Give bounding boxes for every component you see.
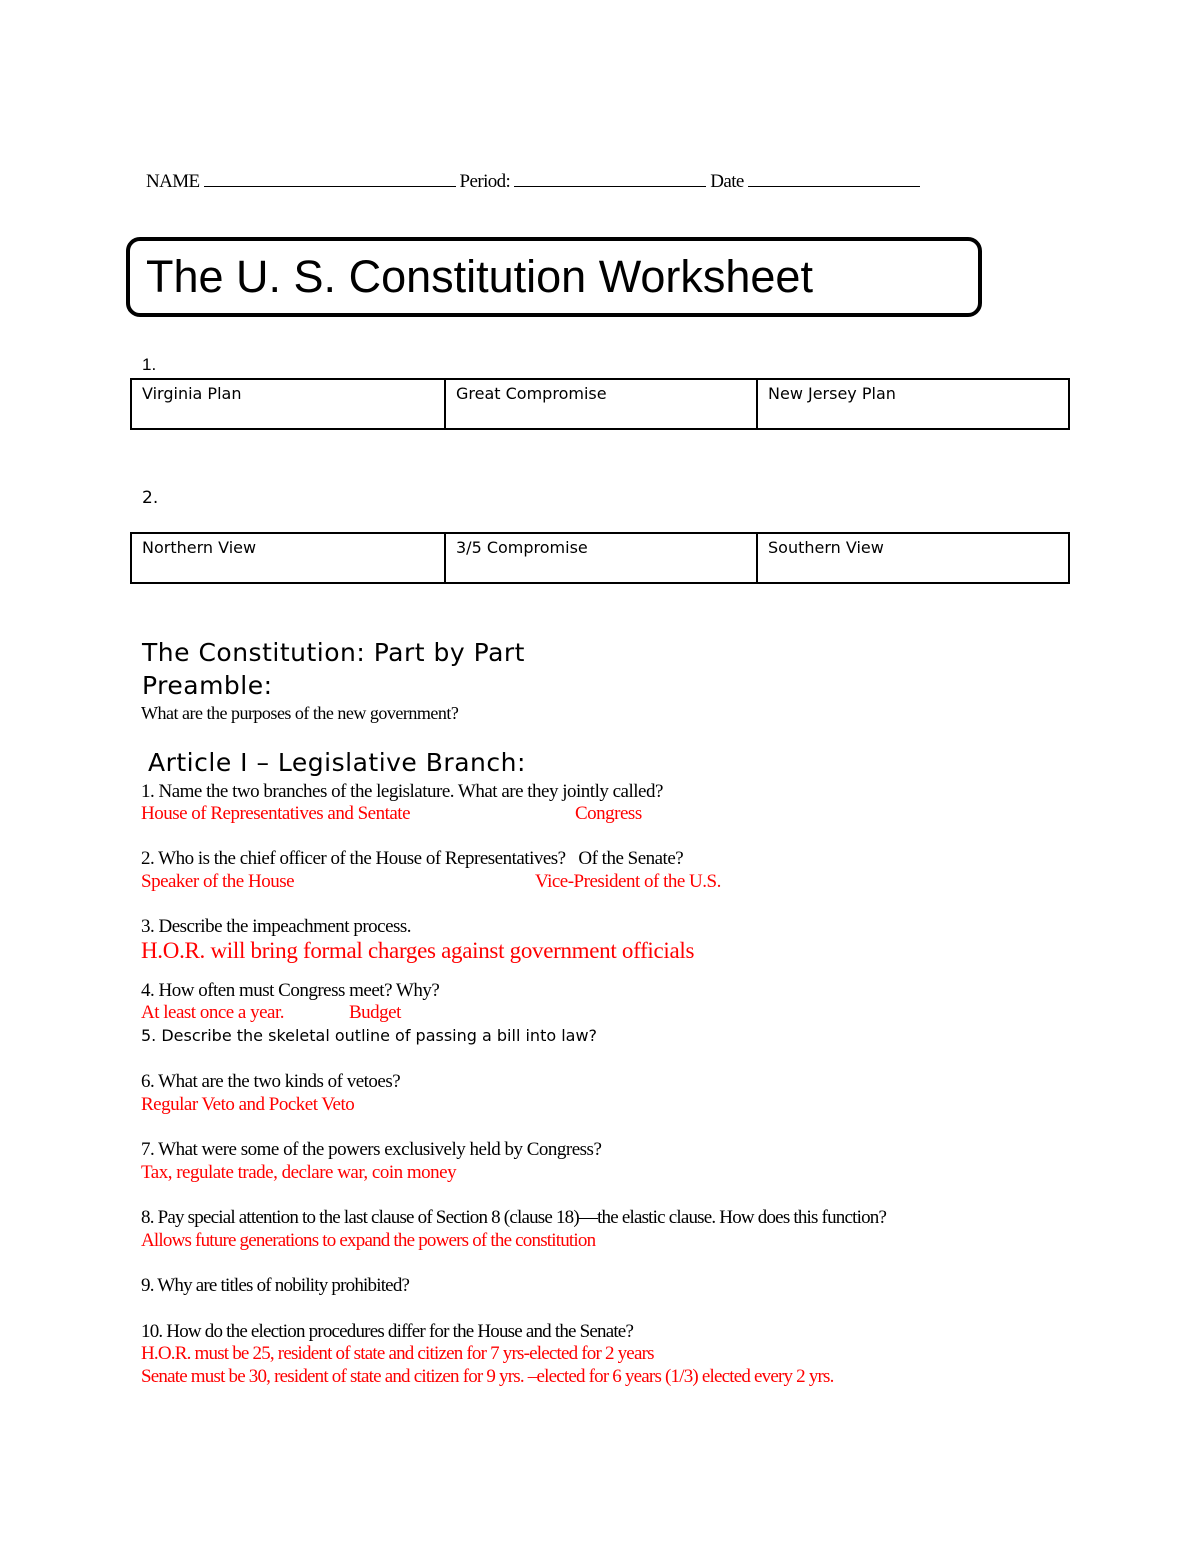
section-1-table <box>130 378 1070 430</box>
answer-3: H.O.R. will bring formal charges against government officials <box>141 938 695 963</box>
question-7: 7. What were some of the powers exclusively held by Congress? <box>141 1139 602 1160</box>
preamble-question: What are the purposes of the new government? <box>141 703 459 723</box>
answer-10a: H.O.R. must be 25, resident of state and citizen for 7 yrs-elected for 2 years <box>141 1343 654 1364</box>
new-jersey-plan-cell[interactable]: New Jersey Plan <box>757 379 1069 429</box>
title-box <box>126 237 982 317</box>
answer-10b: Senate must be 30, resident of state and citizen for 9 yrs. –elected for 6 years (1/3) elected every 2 yrs. <box>141 1366 834 1387</box>
period-field[interactable] <box>514 168 706 187</box>
student-info-line <box>146 168 924 193</box>
answer-4b: Budget <box>349 1002 401 1023</box>
table-row <box>131 379 1069 429</box>
question-1: 1. Name the two branches of the legislature. What are they jointly called? <box>141 781 663 802</box>
answer-7: Tax, regulate trade, declare war, coin money <box>141 1162 457 1183</box>
worksheet-title: The U. S. Constitution Worksheet <box>146 251 813 302</box>
question-9: 9. Why are titles of nobility prohibited? <box>141 1275 410 1296</box>
period-label: Period: <box>459 171 511 192</box>
virginia-plan-cell[interactable]: Virginia Plan <box>131 379 445 429</box>
part-heading: The Constitution: Part by Part <box>142 638 525 667</box>
section-2-table <box>130 532 1070 584</box>
question-4: 4. How often must Congress meet? Why? <box>141 980 440 1001</box>
date-label: Date <box>710 171 744 192</box>
name-label: NAME <box>146 171 200 192</box>
table-row <box>131 533 1069 583</box>
answer-2b: Vice-President of the U.S. <box>535 871 721 892</box>
answer-4a: At least once a year. <box>141 1002 285 1023</box>
date-field[interactable] <box>748 168 920 187</box>
answer-6: Regular Veto and Pocket Veto <box>141 1094 355 1115</box>
preamble-heading: Preamble: <box>142 671 273 700</box>
southern-view-cell[interactable]: Southern View <box>757 533 1069 583</box>
northern-view-cell[interactable]: Northern View <box>131 533 445 583</box>
answer-1a: House of Representatives and Sentate <box>141 803 411 824</box>
name-field[interactable] <box>204 168 456 187</box>
answer-1b: Congress <box>575 803 642 824</box>
answer-2a: Speaker of the House <box>141 871 295 892</box>
question-6: 6. What are the two kinds of vetoes? <box>141 1071 401 1092</box>
answer-8: Allows future generations to expand the powers of the constitution <box>141 1230 596 1251</box>
article-1-heading: Article I – Legislative Branch: <box>148 748 526 777</box>
three-fifths-compromise-cell[interactable]: 3/5 Compromise <box>445 533 757 583</box>
question-2: 2. Who is the chief officer of the House of Representatives? Of the Senate? <box>141 848 684 869</box>
question-5: 5. Describe the skeletal outline of passing a bill into law? <box>141 1026 598 1045</box>
question-8: 8. Pay special attention to the last clause of Section 8 (clause 18)—the elastic clause. How does this function? <box>141 1207 887 1228</box>
section-1-number: 1. <box>142 355 157 374</box>
section-2-number: 2. <box>142 488 159 508</box>
question-3: 3. Describe the impeachment process. <box>141 916 412 937</box>
question-10: 10. How do the election procedures differ for the House and the Senate? <box>141 1321 634 1342</box>
great-compromise-cell[interactable]: Great Compromise <box>445 379 757 429</box>
